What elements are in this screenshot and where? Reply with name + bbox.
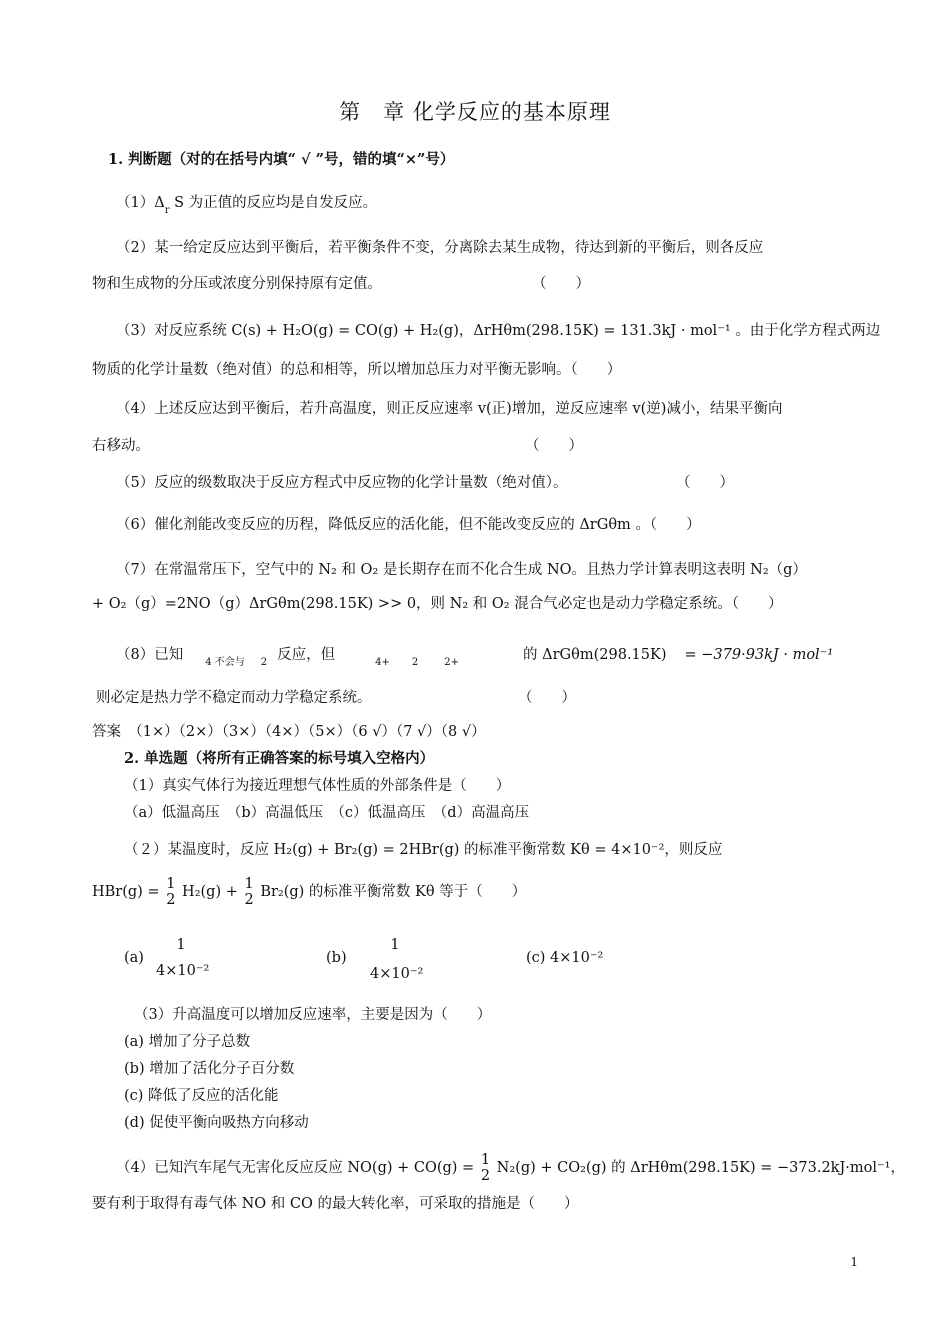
fraction-one-half: 1 2 — [166, 876, 176, 908]
answer-blank: （ ） — [676, 475, 734, 491]
q1-statement-3-line-2: 物质的化学计量数（绝对值）的总和相等，所以增加总压力对平衡无影响。（ ） — [92, 362, 622, 378]
q2-question-4-line-2: 要有利于取得有毒气体 NO 和 CO 的最大转化率，可采取的措施是（ ） — [92, 1196, 579, 1212]
q2-question-3-option-d: (d) 促使平衡向吸热方向移动 — [124, 1115, 309, 1131]
answer-blank: （ ） — [525, 438, 583, 454]
q2-question-2-line-1: （２）某温度时，反应 H₂(g) + Br₂(g) = 2HBr(g) 的标准平衡常数 Kθ = 4×10⁻²，则反应 — [124, 842, 723, 858]
q2-question-2-option-c: (c) 4×10⁻² — [526, 950, 604, 966]
q1-statement-3-line-1: （3）对反应系统 C(s) + H₂O(g) = CO(g) + H₂(g)，ΔrHθm(298.15K) = 131.3kJ · mol⁻¹ 。由于化学方程式两边 — [116, 323, 881, 339]
q1-statement-2-line-2: 物和生成物的分压或浓度分别保持原有定值。 — [92, 276, 382, 292]
q1-statement-2-line-1: （2）某一给定反应达到平衡后，若平衡条件不变，分离除去某生成物，待达到新的平衡后，则各反应 — [116, 240, 764, 256]
option-a-denominator: 4×10⁻² — [156, 963, 210, 979]
q2-question-3-option-b: (b) 增加了活化分子百分数 — [124, 1061, 295, 1077]
q2-question-2-option-b-label: (b) — [326, 950, 347, 966]
q1-statement-8-line-2: 则必定是热力学不稳定而动力学稳定系统。 — [96, 690, 372, 706]
q2-question-2-option-a-label: (a) — [124, 950, 144, 966]
q1-statement-4-line-1: （4）上述反应达到平衡后，若升高温度，则正反应速率 v(正)增加，逆反应速率 v(逆)减小，结果平衡向 — [116, 401, 783, 417]
q1-statement-4-line-2: 右移动。 — [92, 438, 150, 454]
q1-answer-key: 答案 （1×）（2×）（3×）（4×）（5×）（6 √）（7 √）（8 √） — [92, 724, 486, 740]
q2-question-1-options: （a）低温高压 （b）高温低压 （c）低温高压 （d）高温高压 — [124, 805, 530, 821]
option-b-denominator: 4×10⁻² — [370, 966, 424, 982]
option-a-numerator: 1 — [176, 937, 186, 953]
q2-question-1: （1）真实气体行为接近理想气体性质的外部条件是（ ） — [124, 778, 511, 794]
answer-blank: （ ） — [518, 690, 576, 706]
page-number: 1 — [850, 1255, 858, 1269]
q2-question-3-option-c: (c) 降低了反应的活化能 — [124, 1088, 279, 1104]
q1-statement-7-line-2: + O₂（g）=2NO（g）ΔrGθm(298.15K) >> 0，则 N₂ 和 O₂ 混合气必定也是动力学稳定系统。（ ） — [92, 596, 783, 612]
q1-statement-6: （6）催化剂能改变反应的历程，降低反应的活化能，但不能改变反应的 ΔrGθm 。（ ） — [116, 517, 701, 533]
q2-heading: 2. 单选题（将所有正确答案的标号填入空格内） — [124, 750, 435, 767]
q1-statement-8-line-1: （8）已知 $_{4 不会与}$ $_2$ 反应，但 $_{4+}$ $_2$ $_{2+}$ 的 ΔrGθm(298.15K) = −379·93kJ · mol⁻¹ — [116, 647, 834, 668]
fraction-one-half: 1 2 — [480, 1152, 491, 1184]
q2-question-3: （3）升高温度可以增加反应速率，主要是因为（ ） — [134, 1007, 492, 1023]
q1-statement-1: $(1)\Delta_r$ S 为正值的反应均是自发反应。 — [116, 195, 378, 216]
q2-question-2-line-2: HBr(g) = 1 2 H₂(g) + 1 2 Br₂(g) 的标准平衡常数 Kθ 等于（ ） — [92, 876, 527, 908]
fraction-one-half: 1 2 — [244, 876, 254, 908]
answer-blank: （ ） — [532, 276, 590, 292]
option-b-numerator: 1 — [390, 937, 400, 953]
q2-question-3-option-a: (a) 增加了分子总数 — [124, 1034, 251, 1050]
q1-heading: 1. 判断题（对的在括号内填“ √ ”号，错的填“×”号） — [108, 151, 455, 168]
q1-statement-7-line-1: （7）在常温常压下，空气中的 N₂ 和 O₂ 是长期存在而不化合生成 NO。且热力学计算表明这表明 N₂（g） — [116, 562, 807, 578]
q1-statement-5: （5）反应的级数取决于反应方程式中反应物的化学计量数（绝对值）。 — [116, 475, 568, 491]
q2-question-4-line-1: （4）已知汽车尾气无害化反应反应 NO(g) + CO(g) = 1 2 N₂(g) + CO₂(g) 的 ΔrHθm(298.15K) = −373.2kJ·mol⁻¹， — [116, 1152, 905, 1184]
page-title: 第 章 化学反应的基本原理 — [339, 100, 611, 124]
